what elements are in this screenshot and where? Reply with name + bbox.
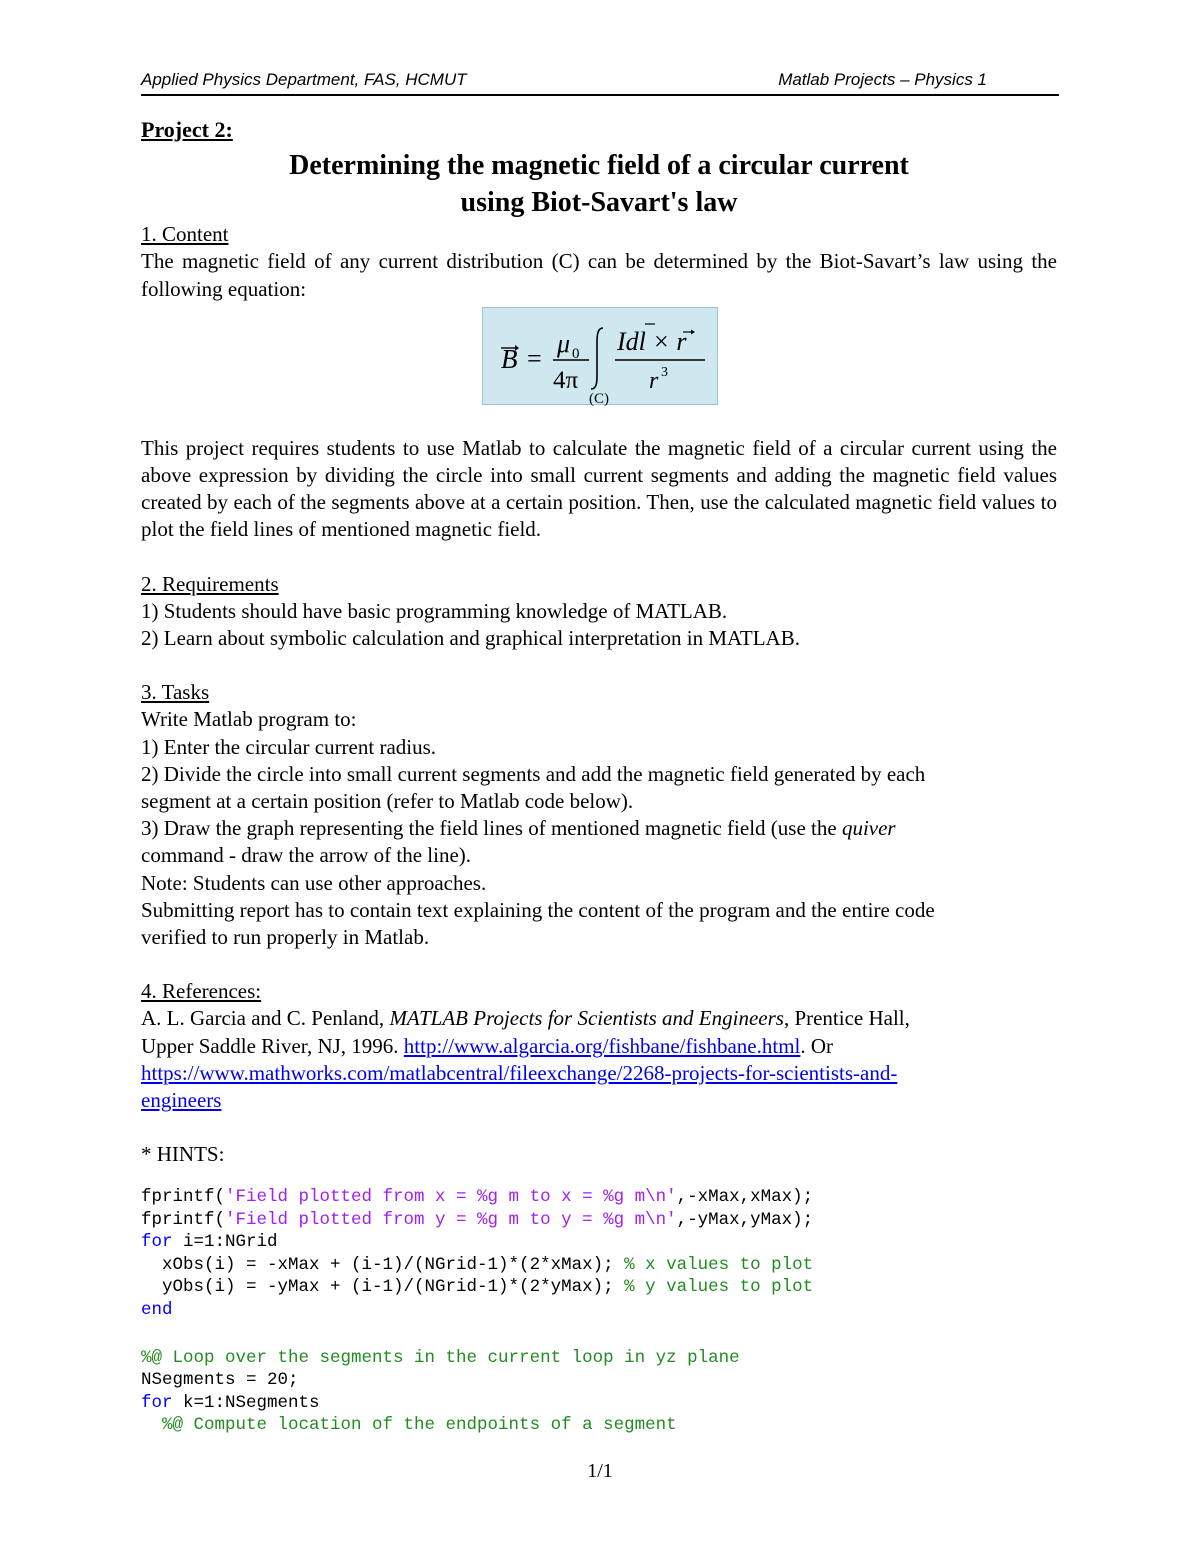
code-comment: %@ Loop over the segments in the current loop in yz plane [141,1347,740,1368]
submit-line-2: verified to run properly in Matlab. [141,925,430,950]
task-2-line-2: segment at a certain position (refer to Matlab code below). [141,789,634,814]
section-tasks [141,679,1057,951]
tasks-intro: Write Matlab program to: [141,707,357,732]
page-header [141,68,1059,96]
section-heading-requirements: 2. Requirements [141,571,279,596]
ref-publisher: , Prentice Hall, [783,1006,910,1031]
task-3-line-1 [141,815,1057,842]
code-line-2 [141,1209,1057,1231]
code-text: yObs(i) = -yMax + (i-1)/(NGrid-1)*(2*yMax); [141,1277,625,1298]
formula-cube: 3 [661,364,668,380]
code-line-5 [141,1276,1057,1298]
document-title [141,147,1057,221]
link-mathworks[interactable]: https://www.mathworks.com/matlabcentral/fileexchange/2268-projects-for-scientists-and- [141,1060,898,1085]
tasks-note: Note: Students can use other approaches. [141,870,487,895]
content-intro: The magnetic field of any current distribution (C) can be determined by the Biot-Savart’s law using the following equation: [141,249,1057,301]
header-department: Applied Physics Department, FAS, HCMUT [141,70,467,89]
header-course: Matlab Projects – Physics 1 [778,70,987,89]
code-comment: % y values to plot [624,1277,814,1298]
matlab-code [141,1186,1057,1436]
page-number: 1/1 [587,1460,613,1482]
code-fn: fprintf( [141,1187,226,1208]
section-heading-references: 4. References: [141,979,262,1004]
code-args: ,-yMax,yMax); [676,1209,814,1230]
ref-location: Upper Saddle River, NJ, 1996. [141,1033,404,1058]
task-3-text: 3) Draw the graph representing the field lines of mentioned magnetic field (use the [141,816,842,841]
link-algarcia[interactable]: http://www.algarcia.org/fishbane/fishbane.html [403,1033,801,1058]
code-line-1 [141,1186,1057,1208]
reference-line-3 [141,1060,1057,1087]
code-fn: fprintf( [141,1209,226,1230]
code-text: NSegments = 20; [141,1370,299,1391]
code-args: ,-xMax,xMax); [676,1187,814,1208]
submit-line-1: Submitting report has to contain text explaining the content of the program and the entire code [141,897,935,922]
formula-r: r [649,367,659,394]
ref-book-title: MATLAB Projects for Scientists and Engineers [389,1006,784,1031]
formula-mu-sub: 0 [572,345,580,362]
code-text: k=1:NSegments [172,1392,320,1413]
section-heading-content: 1. Content [141,222,229,247]
task-1: 1) Enter the circular current radius. [141,734,437,759]
formula-b: B [501,343,518,374]
content-body: This project requires students to use Matlab to calculate the magnetic field of a circular current using the above expression by dividing the circle into small current segments and adding the magnetic field values created by each of the segments above at a certain position. Then, use the calculated magnetic field values to plot the field lines of mentioned magnetic field. [141,435,1057,542]
task-3-line-2: command - draw the arrow of the line). [141,843,472,868]
code-line-4 [141,1254,1057,1276]
section-references [141,978,1057,1114]
code-string: 'Field plotted from x = %g m to x = %g m\n' [225,1187,677,1208]
code-line-11 [141,1414,1057,1436]
biot-savart-formula [482,307,718,405]
code-line-blank [141,1321,1057,1347]
code-line-3 [141,1231,1057,1253]
requirement-2: 2) Learn about symbolic calculation and graphical interpretation in MATLAB. [141,626,800,651]
code-line-6 [141,1299,1057,1321]
section-requirements [141,571,1057,653]
code-text: xObs(i) = -xMax + (i-1)/(NGrid-1)*(2*xMax); [141,1254,625,1275]
reference-line-2 [141,1033,1057,1060]
title-line-1: Determining the magnetic field of a circular current [289,150,909,182]
task-2-line-1: 2) Divide the circle into small current segments and add the magnetic field generated by each [141,761,926,786]
code-keyword: for [141,1232,173,1253]
section-content [141,221,1057,303]
project-label: Project 2: [141,117,233,142]
section-heading-tasks: 3. Tasks [141,680,210,705]
reference-line-1 [141,1005,1057,1032]
code-comment: %@ Compute location of the endpoints of a segment [141,1415,677,1436]
reference-line-4 [141,1087,1057,1114]
ref-authors: A. L. Garcia and C. Penland, [141,1006,390,1031]
formula-numerator: Idl × r [617,326,687,356]
link-mathworks-cont[interactable]: engineers [141,1088,222,1113]
code-line-10 [141,1392,1057,1414]
code-keyword: end [141,1299,173,1320]
code-line-8 [141,1347,1057,1369]
quiver-keyword: quiver [841,816,896,841]
hints-label: * HINTS: [141,1142,225,1167]
formula-graphic [483,308,719,406]
ref-or: . Or [800,1033,834,1058]
formula-contour: (C) [589,390,609,406]
code-keyword: for [141,1392,173,1413]
formula-mu: μ [557,328,571,358]
code-string: 'Field plotted from y = %g m to y = %g m\n' [225,1209,677,1230]
document-body [141,116,1057,1437]
code-text: i=1:NGrid [172,1232,278,1253]
requirement-1: 1) Students should have basic programming knowledge of MATLAB. [141,598,728,623]
code-comment: % x values to plot [624,1254,814,1275]
title-line-2: using Biot-Savart's law [460,187,738,219]
formula-denominator: 4π [553,366,579,394]
formula-equals: = [527,343,542,373]
code-line-9 [141,1369,1057,1391]
